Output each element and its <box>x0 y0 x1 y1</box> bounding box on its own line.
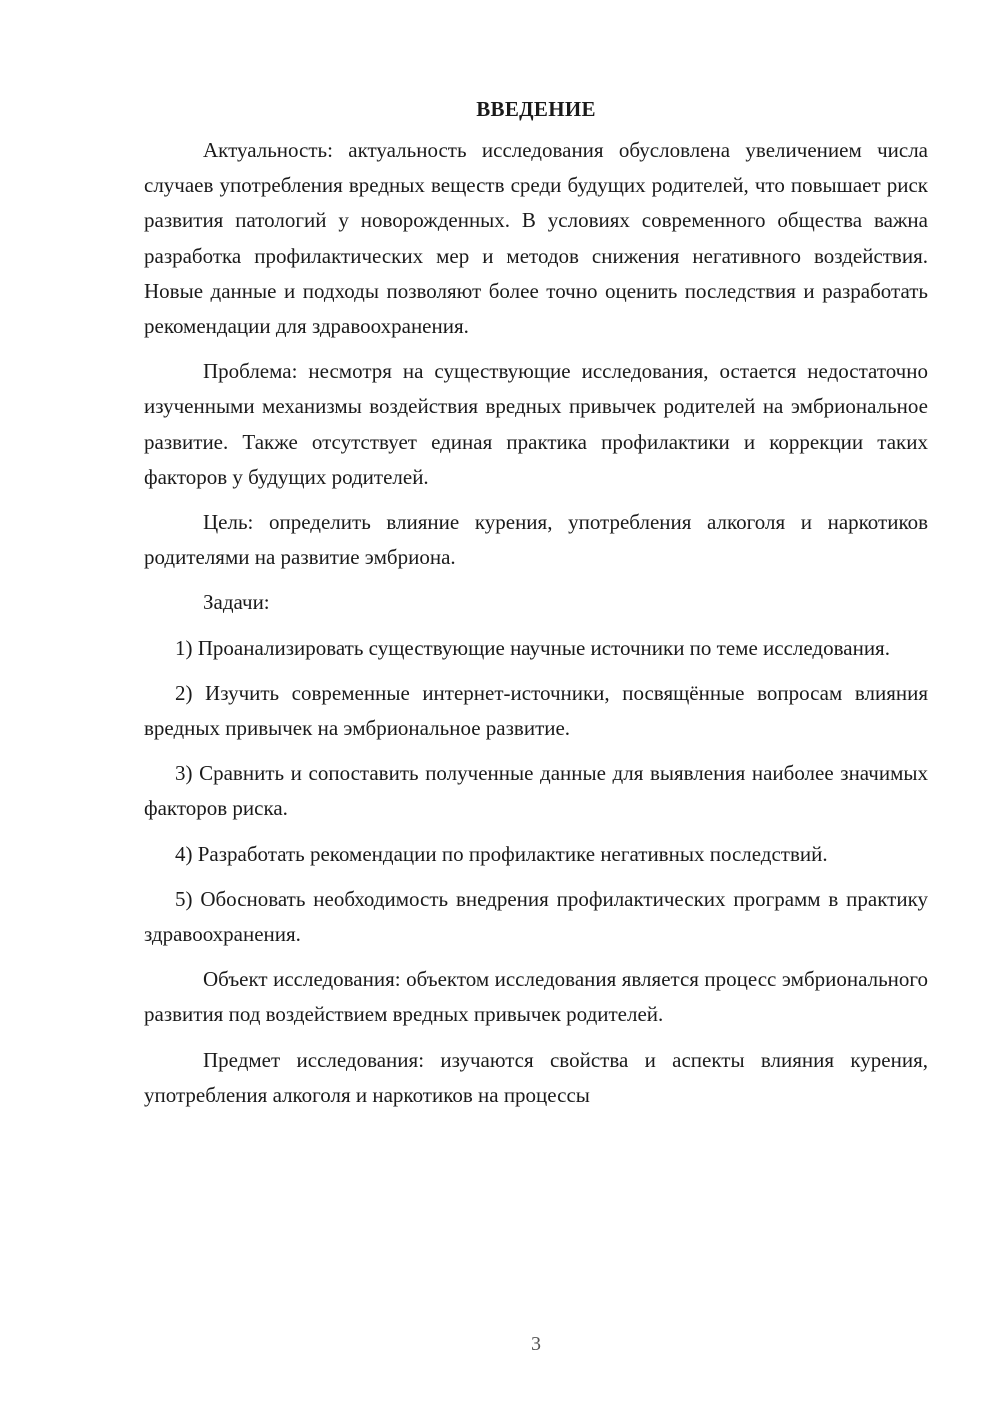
paragraph-research-object: Объект исследования: объектом исследования является процесс эмбрионального развития под воздействием вредных привычек родителей. <box>144 967 928 1027</box>
task-item-1: 1) Проанализировать существующие научные источники по теме исследования. <box>175 635 890 660</box>
paragraph-goal: Цель: определить влияние курения, употребления алкоголя и наркотиков родителями на развитие эмбриона. <box>144 510 928 570</box>
page-title: ВВЕДЕНИЕ <box>476 97 596 121</box>
page-number: 3 <box>531 1333 541 1355</box>
task-item-3: 3) Сравнить и сопоставить полученные данные для выявления наиболее значимых факторов риска. <box>144 761 928 821</box>
task-item-2: 2) Изучить современные интернет-источники, посвящённые вопросам влияния вредных привычек на эмбриональное развитие. <box>144 680 928 741</box>
task-item-5: 5) Обосновать необходимость внедрения профилактических программ в практику здравоохранения. <box>144 886 928 947</box>
paragraph-relevance: Актуальность: актуальность исследования обусловлена увеличением числа случаев употребления вредных веществ среди будущих родителей, что повышает риск развития патологий у новорожденных. В условиях современного общества важна разработка профилактических мер и методов снижения негативного воздействия. Новые данные и подходы позволяют более точно оценить последствия и разработать рекомендации для здравоохранения. <box>144 138 928 339</box>
paragraph-research-subject: Предмет исследования: изучаются свойства и аспекты влияния курения, употребления алкоголя и наркотиков на процессы <box>144 1047 928 1107</box>
paragraph-tasks-heading: Задачи: <box>203 590 270 615</box>
task-item-4: 4) Разработать рекомендации по профилактике негативных последствий. <box>175 841 828 866</box>
paragraph-problem: Проблема: несмотря на существующие исследования, остается недостаточно изученными механизмы воздействия вредных привычек родителей на эмбриональное развитие. Также отсутствует единая практика профилактики и коррекции таких факторов у будущих родителей. <box>144 359 928 489</box>
document-page <box>144 92 928 1123</box>
